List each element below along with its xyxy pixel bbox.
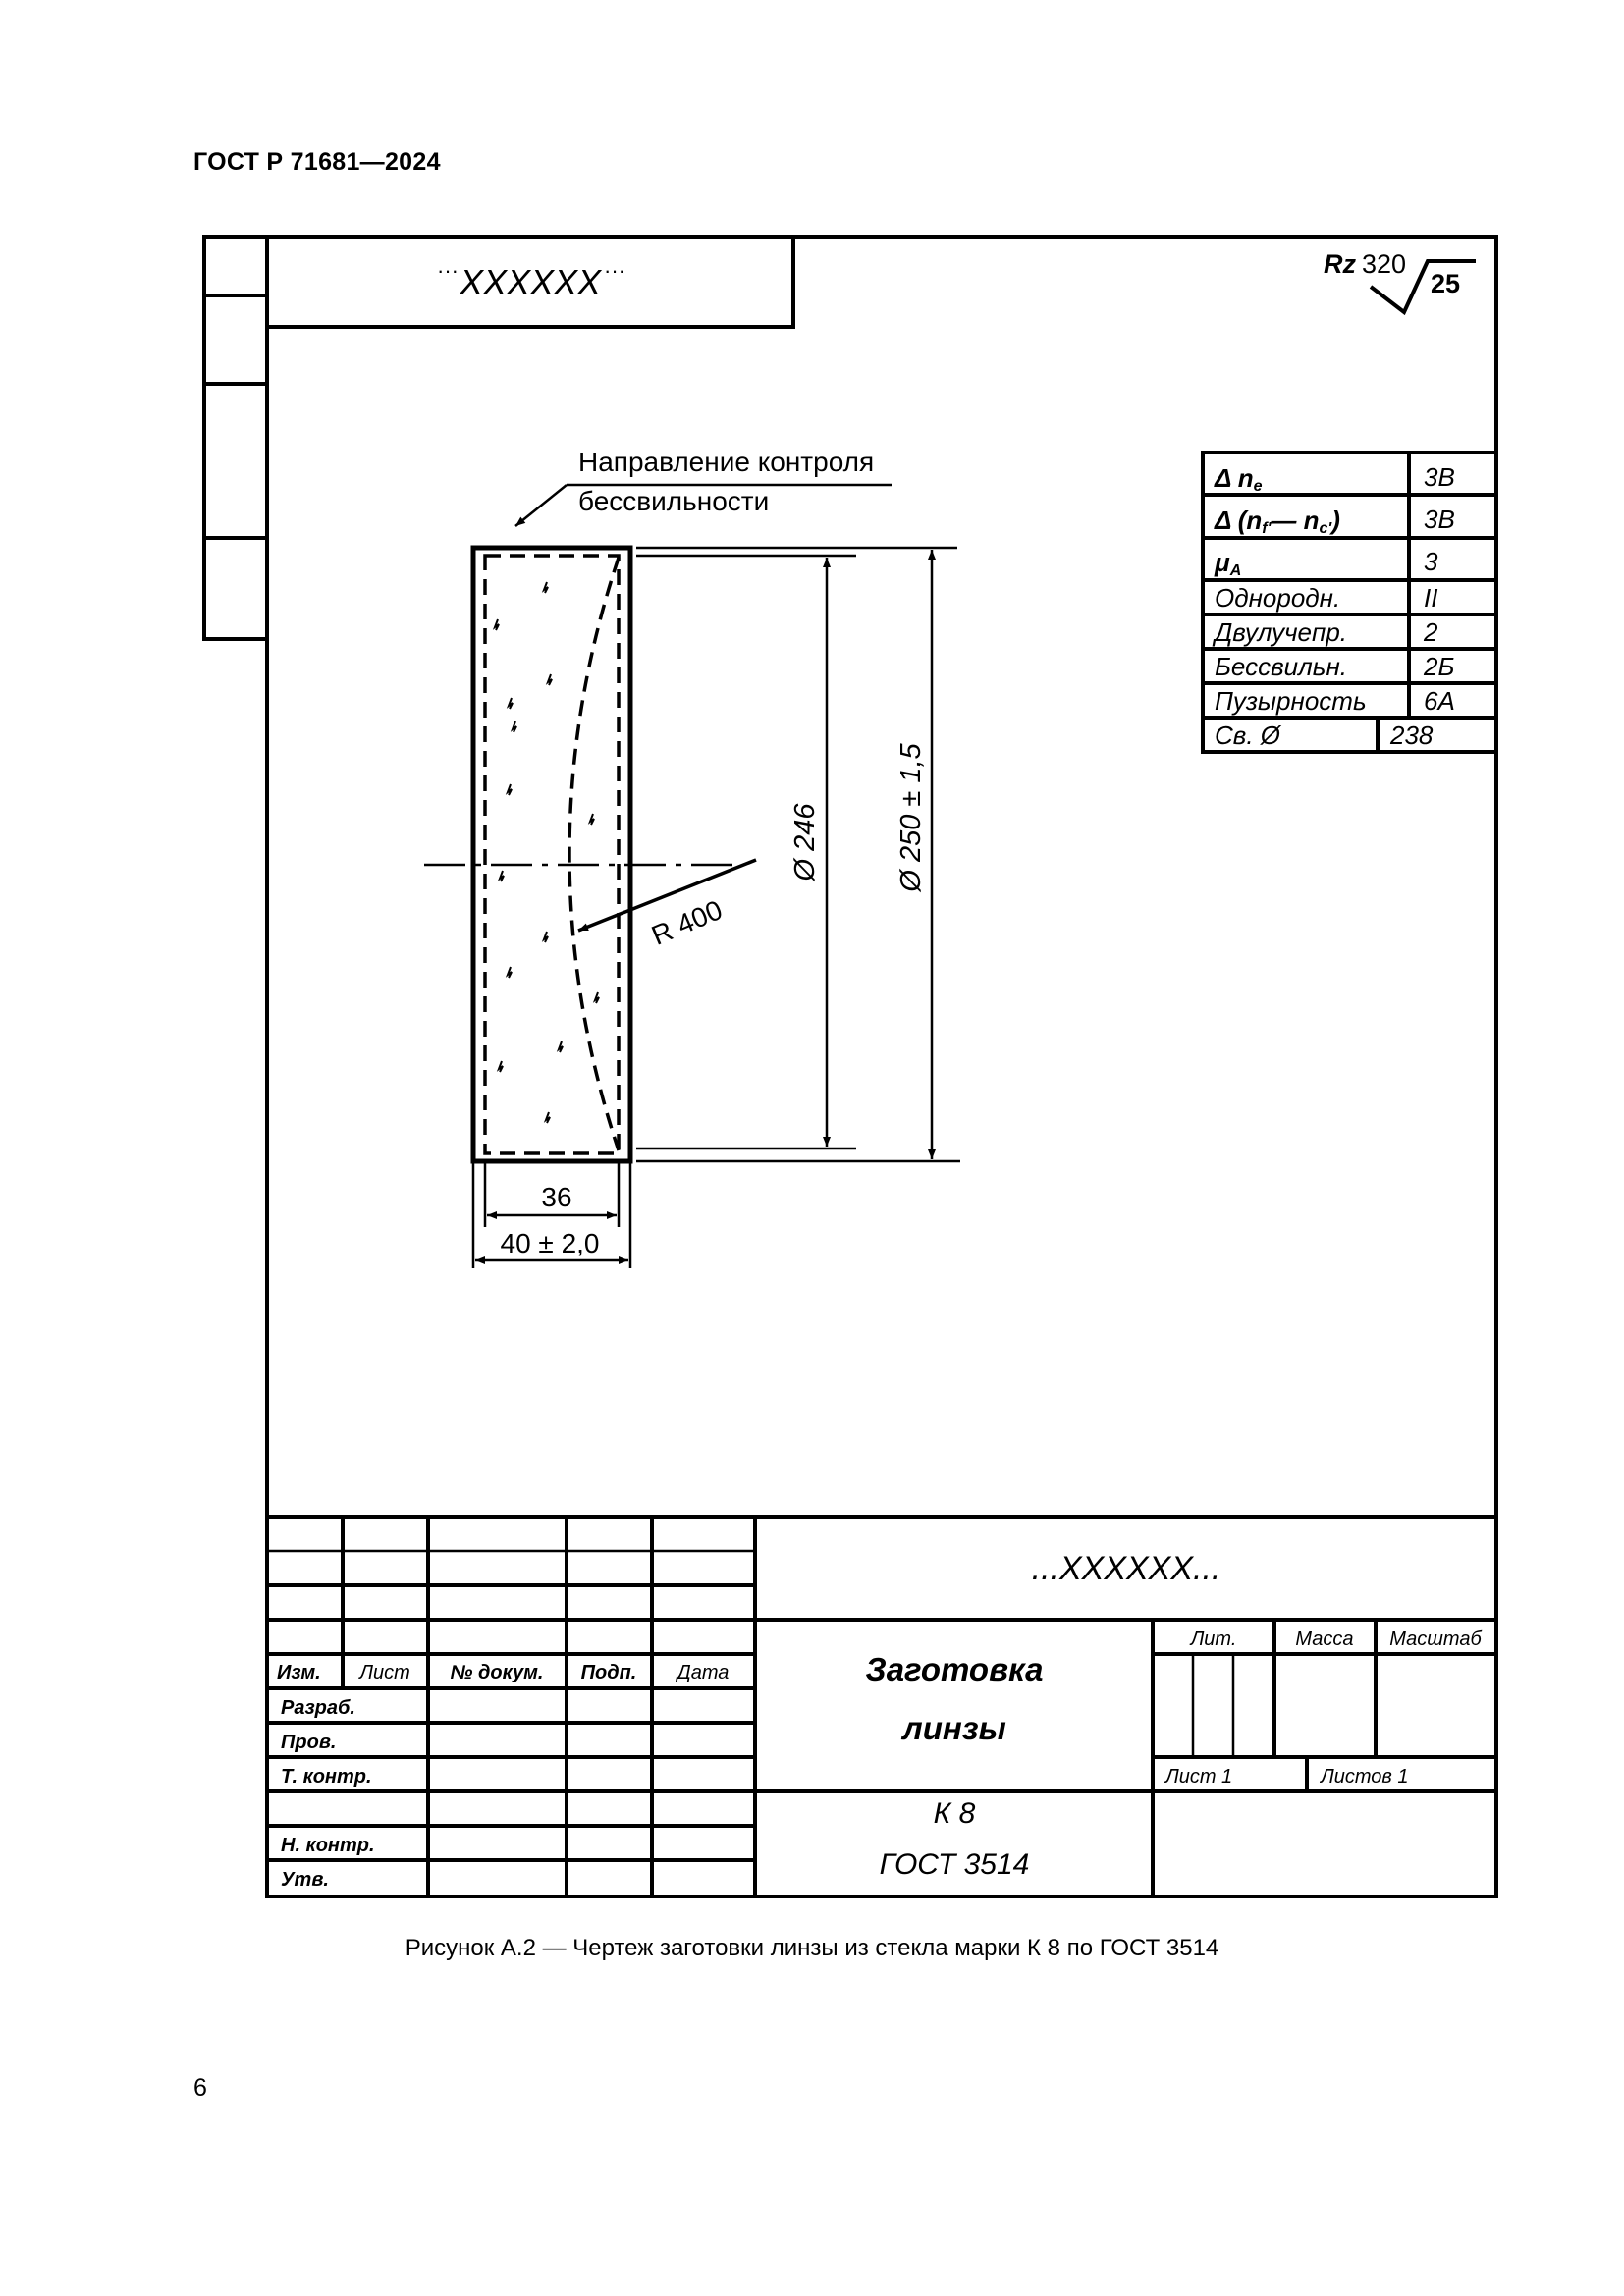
dim-radius: R 400: [647, 894, 727, 951]
title-column-label: Подп.: [580, 1662, 637, 1683]
spec-label: Двулучепр.: [1215, 617, 1348, 647]
roughness-value: 320: [1362, 249, 1407, 279]
spec-value: II: [1424, 583, 1438, 613]
glass-hatch-marks: [495, 582, 599, 1123]
dim-thickness-inner: 36: [541, 1182, 572, 1212]
direction-label-line1: Направление контроля: [578, 447, 875, 477]
spec-value: 238: [1390, 721, 1434, 750]
top-designation: XXXXXX: [459, 262, 602, 302]
material-grade: К 8: [933, 1797, 976, 1830]
title-column-label: Дата: [677, 1662, 730, 1683]
dim-diameter-outer: Ø 250 ± 1,5: [895, 743, 927, 892]
mass-label: Масса: [1295, 1629, 1354, 1650]
title-column-label: Изм.: [277, 1662, 321, 1683]
spec-value: 3: [1424, 547, 1438, 576]
title-column-label: Лист: [359, 1662, 410, 1683]
spec-label-mu-a: μA: [1215, 548, 1242, 579]
sheet-label: Лист 1: [1165, 1766, 1233, 1788]
figure-caption: Рисунок А.2 — Чертеж заготовки линзы из стекла марки К 8 по ГОСТ 3514: [405, 1935, 1219, 1961]
lens-inner-contour: [485, 556, 619, 1153]
spec-label: Бессвильн.: [1215, 652, 1347, 681]
spec-value: 3В: [1424, 462, 1455, 492]
part-name-line2: линзы: [902, 1710, 1006, 1746]
top-designation-dots: ···: [437, 258, 459, 283]
lit-label: Лит.: [1190, 1629, 1237, 1650]
scale-label: Масштаб: [1389, 1629, 1482, 1650]
spec-value: 2Б: [1424, 652, 1455, 681]
roughness-mark: [1324, 249, 1476, 312]
blank-outline: [473, 548, 630, 1161]
spec-label: Пузырность: [1215, 686, 1367, 716]
title-role: Н. контр.: [281, 1835, 375, 1856]
dim-thickness-outer: 40 ± 2,0: [500, 1228, 600, 1258]
lens-blank: [424, 548, 756, 1161]
title-role: Пров.: [281, 1732, 337, 1753]
spec-value: 6А: [1424, 686, 1455, 716]
page-number: 6: [193, 2074, 207, 2102]
top-designation-dots: ···: [604, 258, 625, 283]
spec-value: 3В: [1424, 505, 1455, 534]
part-name-line1: Заготовка: [865, 1651, 1044, 1687]
spec-table: [1203, 453, 1496, 752]
title-role: Разраб.: [281, 1697, 355, 1719]
title-role: Утв.: [281, 1869, 329, 1891]
sheets-label: Листов 1: [1321, 1766, 1409, 1788]
title-column-label: № докум.: [450, 1662, 544, 1683]
direction-label-line2: бессвильности: [578, 486, 770, 516]
dim-diameter-inner: Ø 246: [789, 803, 821, 881]
spec-label-delta-ne: Δ ne: [1215, 463, 1263, 495]
material-standard: ГОСТ 3514: [879, 1848, 1030, 1881]
spec-label: Св. Ø: [1215, 721, 1281, 750]
lens-spherical-surface: [569, 558, 619, 1150]
spec-label: Однородн.: [1215, 583, 1341, 613]
title-role: Т. контр.: [281, 1766, 372, 1788]
title-designation: ...XXXXXX...: [1031, 1550, 1221, 1587]
standard-header: ГОСТ Р 71681—2024: [193, 148, 441, 176]
title-block: [267, 1517, 1496, 1896]
spec-label-delta-nf-nc: Δ (nf'— nc'): [1215, 506, 1340, 537]
spec-value: 2: [1424, 617, 1438, 647]
roughness-general: 25: [1431, 269, 1461, 298]
roughness-param: Rz: [1324, 249, 1356, 279]
direction-arrow: [515, 485, 567, 526]
